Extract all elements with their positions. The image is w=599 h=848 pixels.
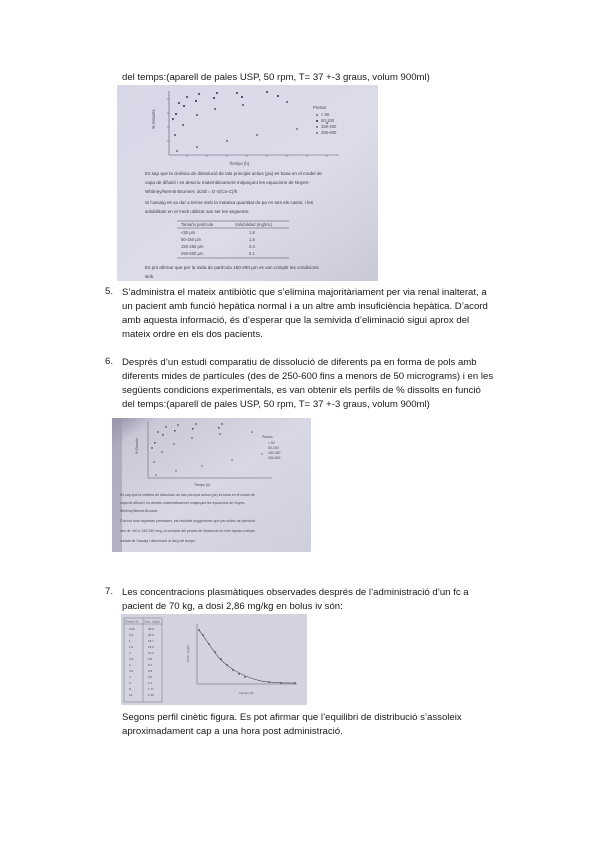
photo-dissolution-study-1 (117, 85, 378, 281)
continuation-line: del temps:(aparell de pales USP, 50 rpm, T= 37 +-3 graus, volum 900ml) (122, 72, 430, 83)
p3-table-cell: 8.1 (148, 663, 153, 667)
p1-table-cell: 2.4 (249, 244, 255, 249)
p3-table-cell: 3.0 (148, 675, 153, 679)
p1-legend-item: < 50 (321, 112, 330, 117)
question-6-line: del temps:(aparell de pales USP, 50 rpm, T= 37 +-3 graus, volum 900ml) (122, 399, 430, 410)
p3-table-cell: 2.1 (148, 681, 153, 685)
question-7-line: Les concentracions plasmàtiques observades després de l’administració d’un fc a (122, 587, 469, 598)
p2-legend-item: 250-600 (268, 456, 281, 460)
p3-table-cell: 9.8 (148, 657, 153, 661)
p1-table-header: Tamaño partícula (181, 222, 214, 227)
question-6-number: 6. (105, 356, 114, 367)
p1-ylabel: % Dissolts (151, 109, 156, 129)
photo-2-canvas (112, 418, 311, 552)
p2-text-line: inicials de l’assaig i disminueix al llarg del temps. (120, 539, 196, 543)
question-6-line: següents condicions experimentals, es van obtenir els perfils de % dissolts en funció (122, 385, 481, 396)
p1-footer-line: sink. (145, 274, 155, 279)
p3-table-cell: 12.2 (148, 651, 154, 655)
p2-legend-item: 50-150 (268, 446, 279, 450)
p2-legend-title: Presos (262, 435, 273, 439)
p3-table-cell: 25.6 (148, 633, 154, 637)
p1-table-cell: 1.8 (249, 230, 255, 235)
p1-table-cell: <50 µm (181, 230, 196, 235)
p2-text-line: D’acord amb aquestes premisses, els resultats suggereixen que per mides de partícula (120, 519, 256, 523)
p3-table-cell: 0.25 (129, 627, 135, 631)
question-7-after-line: Segons perfil cinètic figura. Es pot afirmar que l’equilibri de distribució s’assoleix (122, 712, 462, 723)
p1-table-cell: 1.8 (249, 237, 255, 242)
p3-table-cell: 1 (129, 639, 131, 643)
p1-text-line: Whitney/Nernst-Brunner: dc/dt = D·S(Cs-C)/h (145, 189, 238, 194)
p3-table-header: Tiempo (h) (125, 619, 139, 624)
p3-ylabel: Conc. (mg/L) (186, 644, 190, 662)
p1-text-line: Es sap que la cinètica de dissolució de tals principis actius (pa) es basa en el model de (145, 171, 322, 176)
question-5-line: mateix ordre en els dos pacients. (122, 329, 263, 340)
p1-table-cell: 0.1 (249, 251, 255, 256)
p1-legend-item: 250-600 (321, 130, 337, 135)
photo-dissolution-study-2 (112, 418, 311, 552)
p1-xlabel: Tiempo (h) (229, 161, 250, 166)
p1-table-cell: 50-150 µm (181, 237, 202, 242)
photo-1-canvas (117, 85, 378, 281)
p3-table-cell: 1.71 (148, 687, 154, 691)
p2-text-line: Whitney/Nernst-Brunner. (120, 509, 159, 513)
question-5-line: S’administra el mateix antibiòtic que s’elimina majoritàriament per via renal inalterat, a (122, 287, 487, 298)
p3-table-cell: 2.5 (129, 657, 134, 661)
p1-table-cell: 150-250 µm (181, 244, 204, 249)
p3-table-cell: 3.5 (129, 669, 134, 673)
question-6-line: diferents mides de partícules (des de 250-600 fins a menors de 50 micrograms) i en les (122, 371, 494, 382)
p3-table-header: Conc. (mg/L) (144, 619, 161, 624)
p2-text-line: capa de difusió i es descriu matemàticament mitjançant les equacions de Noyes- (120, 501, 246, 505)
p3-table-cell: 8 (129, 687, 131, 691)
question-5-line: un pacient amb funció hepàtica normal i a un altre amb insuficiència hepàtica. D’acord (122, 301, 488, 312)
p1-legend-title: Presos (313, 105, 327, 110)
p1-table-cell: 250-600 µm (181, 251, 204, 256)
p1-text-line: capa de difusió i es descriu matemàticament mitjançant les equacions de Noyes- (145, 180, 310, 185)
p1-table-header: Solubilidad (mg/mL) (235, 222, 273, 227)
p1-footer-line: Es pot afirmar que per la mida de partícula 150-250 µm es van complir les condicions (145, 265, 319, 270)
question-7-line: pacient de 70 kg, a dosi 2,86 mg/kg en bolus iv són: (122, 601, 343, 612)
p3-table-cell: 1.5 (129, 645, 134, 649)
p1-legend-item: 150-250 (321, 124, 337, 129)
p3-table-cell: 2 (129, 651, 131, 655)
p2-text-line: des de <50 a 150-250 mcg, la velocitat del procés de dissolució és més ràpida a temps (120, 529, 255, 533)
p3-table-cell: 1.49 (148, 693, 154, 697)
p3-table-cell: 38.9 (148, 627, 154, 631)
p3-table-cell: 18.7 (148, 639, 154, 643)
p3-xlabel: Tiempo (h) (239, 691, 254, 695)
p1-legend-item: 50-150 (321, 118, 335, 123)
p1-text-line: Si l’assaig es va dur a terme amb la mateixa quantitat de pa en tots els casos, i les (145, 200, 314, 205)
photo-plasma-concentrations (121, 614, 307, 705)
p1-text-line: solubilitats en el medi utilitzat van ser les següents: (145, 209, 250, 214)
p2-legend-item: 150-250 (268, 451, 281, 455)
question-7-number: 7. (105, 586, 114, 597)
p3-table-cell: 6.8 (148, 669, 153, 673)
p3-table-cell: 6 (129, 681, 131, 685)
question-5-number: 5. (105, 286, 114, 297)
p2-xlabel: Tiempo (h) (194, 483, 211, 487)
question-5-line: amb aquesta informació, és d’esperar que la semivida d’eliminació sigui aprox del (122, 315, 470, 326)
p2-legend-item: < 50 (268, 441, 275, 445)
question-7-after-line: aproximadament cap a una hora post administració. (122, 726, 343, 737)
p3-table-cell: 12 (129, 693, 133, 697)
p2-ylabel: % Dissolts (135, 438, 139, 454)
p2-text-line: Es sap que la cinètica de dissolució de tals principis actius (pa) es basa en el model de (120, 493, 255, 497)
question-6-line: Després d’un estudi comparatiu de dissolució de diferents pa en forma de pols amb (122, 357, 477, 368)
p3-table-cell: 0.5 (129, 633, 134, 637)
p3-table-cell: 3 (129, 663, 131, 667)
photo-3-canvas (121, 614, 307, 705)
p3-table-cell: 15.6 (148, 645, 154, 649)
p3-table-cell: 4 (129, 675, 131, 679)
